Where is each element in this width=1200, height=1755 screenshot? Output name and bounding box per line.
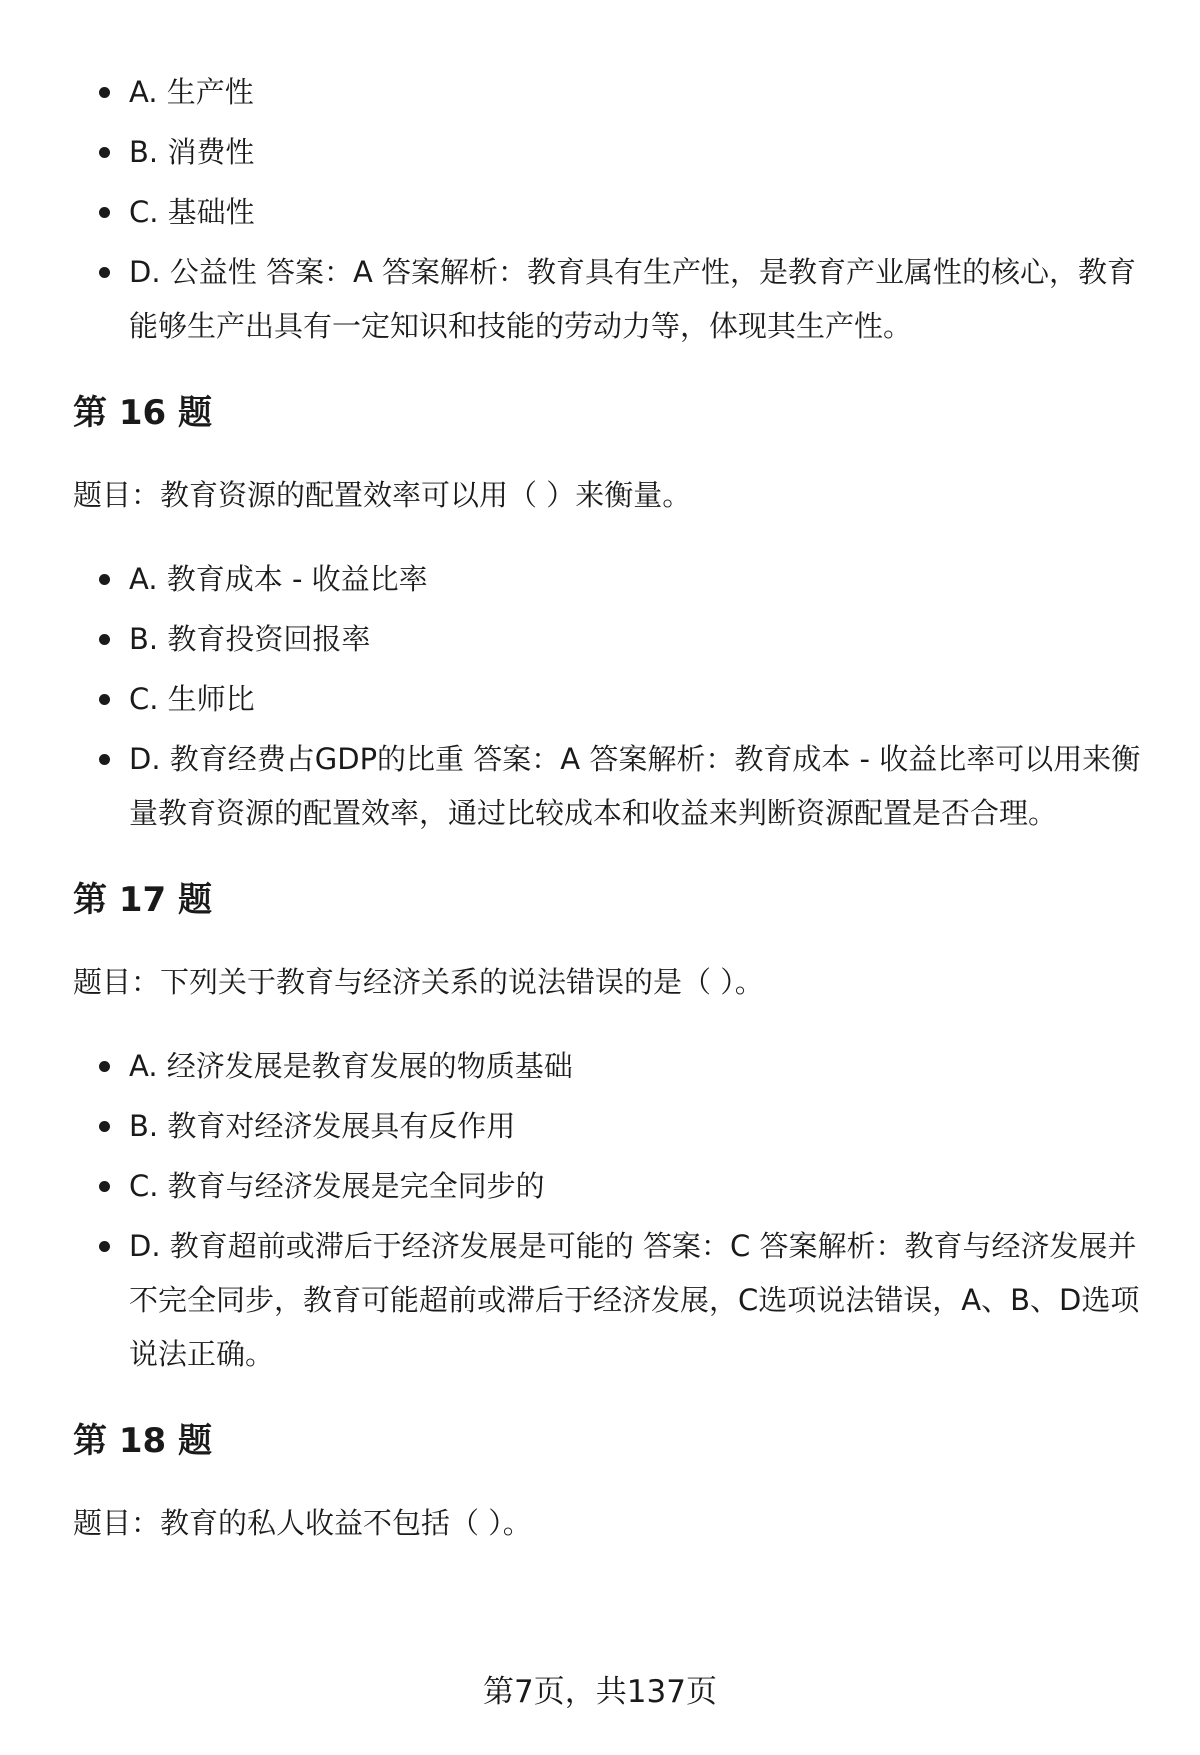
q16-option-c: C. 生师比	[73, 669, 1163, 729]
page-number-footer: 第7页，共137页	[483, 1674, 717, 1710]
q16-option-d-answer: D. 教育经费占GDP的比重 答案：A 答案解析：教育成本 - 收益比率可以用来衡量教育资源的配置效率，通过比较成本和收益来判断资源配置是否合理。	[73, 729, 1163, 840]
q17-option-a: A. 经济发展是教育发展的物质基础	[73, 1036, 1163, 1096]
q17-option-b: B. 教育对经济发展具有反作用	[73, 1096, 1163, 1156]
q15-option-a: A. 生产性	[73, 62, 1163, 122]
q17-options	[73, 1036, 1163, 1381]
q16-options	[73, 549, 1163, 840]
q17-option-c: C. 教育与经济发展是完全同步的	[73, 1156, 1163, 1216]
q16-heading: 第 16 题	[73, 393, 212, 433]
q17-heading: 第 17 题	[73, 880, 212, 920]
q15-options	[73, 62, 1163, 353]
q17-stem: 题目：下列关于教育与经济关系的说法错误的是（ ）。	[73, 965, 764, 999]
q16-stem: 题目：教育资源的配置效率可以用（ ）来衡量。	[73, 478, 692, 512]
q17-option-d-answer: D. 教育超前或滞后于经济发展是可能的 答案：C 答案解析：教育与经济发展并不完全同步，教育可能超前或滞后于经济发展，C选项说法错误，A、B、D选项说法正确。	[73, 1216, 1163, 1381]
page-content	[73, 62, 1163, 1545]
q16-option-b: B. 教育投资回报率	[73, 609, 1163, 669]
q15-option-d-answer: D. 公益性 答案：A 答案解析：教育具有生产性，是教育产业属性的核心，教育能够生产出具有一定知识和技能的劳动力等，体现其生产性。	[73, 242, 1163, 353]
q18-heading: 第 18 题	[73, 1421, 212, 1461]
q16-option-a: A. 教育成本 - 收益比率	[73, 549, 1163, 609]
q15-option-b: B. 消费性	[73, 122, 1163, 182]
q15-option-c: C. 基础性	[73, 182, 1163, 242]
q18-stem: 题目：教育的私人收益不包括（ ）。	[73, 1506, 532, 1540]
